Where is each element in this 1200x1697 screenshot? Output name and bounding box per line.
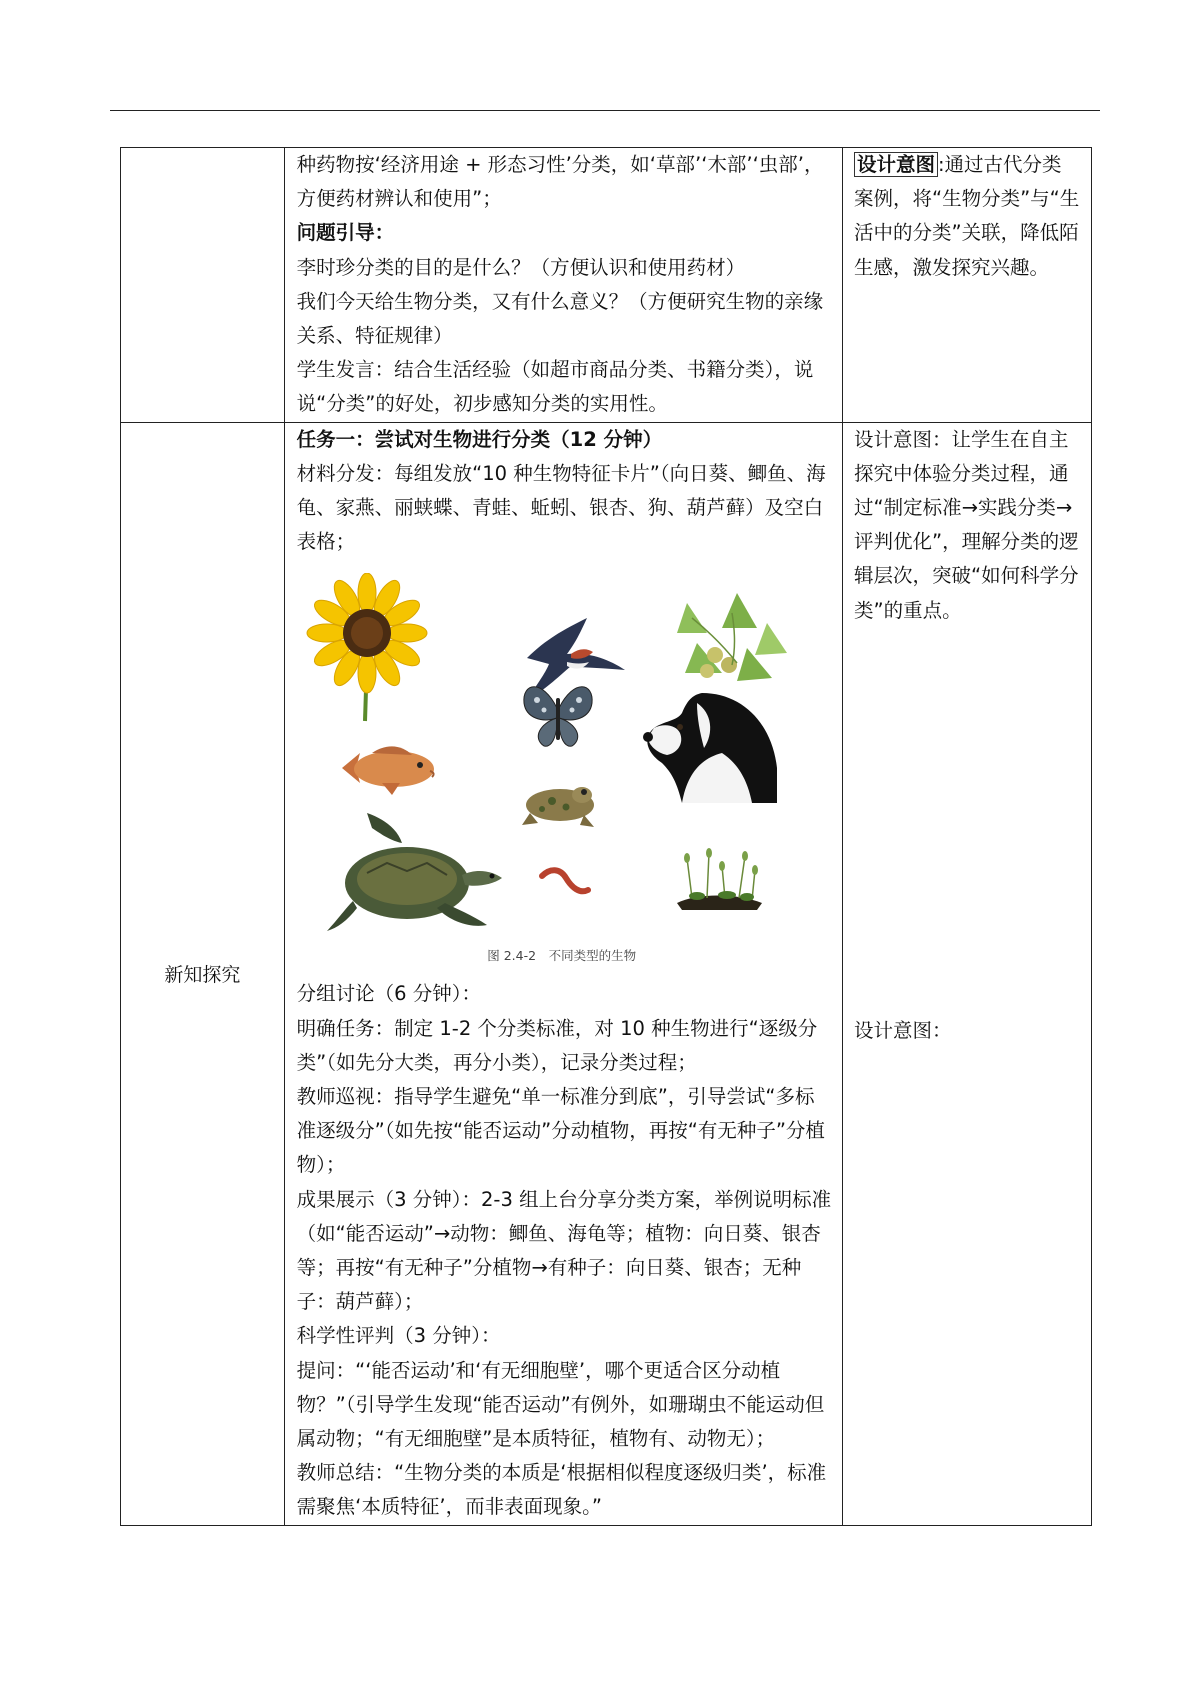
design-intent-cell: [842, 422, 1091, 1525]
sunflower-image: [307, 573, 427, 721]
stage-label: 新知探究: [164, 964, 241, 987]
table-row: [121, 148, 1092, 423]
question-guide-heading: 问题引导：: [296, 221, 395, 245]
teacher-patrol: 教师巡视：指导学生避免“单一标准分到底”，引导尝试“多标准逐级分”（如先按“能否运动”分动植物，再按“有无种子”分植物）；: [296, 1085, 825, 1177]
classification-example: 种药物按‘经济用途 + 形态习性’分类，如‘草部’‘木部’‘虫部’，方便药材辨认和使用”；: [296, 153, 824, 211]
result-display: 成果展示（3 分钟）：2-3 组上台分享分类方案，举例说明标准（如“能否运动”→动物：鲫鱼、海龟等；植物：向日葵、银杏等；再按“有无种子”分植物→有种子：向日葵、银杏；无种子：葫芦藓）；: [296, 1187, 832, 1314]
activity-cell: [284, 148, 842, 423]
task-title: 任务一：尝试对生物进行分类（12 分钟）: [296, 427, 663, 451]
design-intent-1: 设计意图：让学生在自主探究中体验分类过程，通过“制定标准→实践分类→评判优化”，理解分类的逻辑层次，突破“如何科学分类”的重点。: [853, 427, 1079, 622]
question-2: 我们今天给生物分类，又有什么意义？（方便研究生物的亲缘关系、特征规律）: [296, 289, 824, 348]
design-intent-cell: [842, 148, 1091, 423]
organisms-figure: [297, 573, 827, 973]
group-discussion: 分组讨论（6 分钟）：: [296, 982, 482, 1006]
butterfly-image: [524, 687, 592, 746]
question-1: 李时珍分类的目的是什么？（方便认识和使用药材）: [296, 255, 746, 279]
frog-image: [522, 787, 594, 827]
stage-cell-empty: [121, 148, 285, 423]
header-rule: [110, 110, 1100, 111]
activity-cell: [284, 422, 842, 1525]
dog-image: [643, 693, 777, 803]
design-intent-text: :通过古代分类案例，将“生物分类”与“生活中的分类”关联，降低陌生感，激发探究兴趣。: [853, 153, 1080, 279]
scientific-evaluation: 科学性评判（3 分钟）：: [296, 1324, 501, 1348]
moss-image: [677, 848, 762, 910]
ginkgo-image: [677, 593, 787, 681]
design-intent-2: 设计意图：: [853, 1018, 952, 1042]
teacher-summary: 教师总结：“生物分类的本质是‘根据相似程度逐级归类’，标准需聚焦‘本质特征’，而非表面现象。”: [296, 1461, 827, 1519]
table-row: [121, 422, 1092, 1525]
organisms-illustration: [297, 573, 827, 943]
carp-image: [342, 747, 434, 796]
stage-cell: [121, 422, 285, 1525]
note-spacer: [854, 628, 1081, 1014]
figure-caption: 图 2.4-2 不同类型的生物: [487, 948, 637, 964]
sea-turtle-image: [327, 813, 502, 931]
lesson-plan-table: [120, 147, 1092, 1526]
student-speech: 学生发言：结合生活经验（如超市商品分类、书籍分类），说说“分类”的好处，初步感知分类的实用性。: [296, 358, 814, 416]
teacher-question: 提问：“‘能否运动’和‘有无细胞壁’，哪个更适合区分动植物？”（引导学生发现“能否运动”有例外，如珊瑚虫不能运动但属动物；“有无细胞壁”是本质特征，植物有、动物无）；: [296, 1358, 825, 1451]
design-intent-label: 设计意图: [854, 152, 938, 177]
earthworm-image: [542, 871, 588, 892]
materials-text: 材料分发：每组发放“10 种生物特征卡片”（向日葵、鲫鱼、海龟、家燕、丽蛱蝶、青蛙、蚯蚓、银杏、狗、葫芦藓）及空白表格；: [296, 461, 826, 554]
clarify-task: 明确任务：制定 1-2 个分类标准，对 10 种生物进行“逐级分类”（如先分大类，再分小类），记录分类过程；: [296, 1016, 818, 1074]
